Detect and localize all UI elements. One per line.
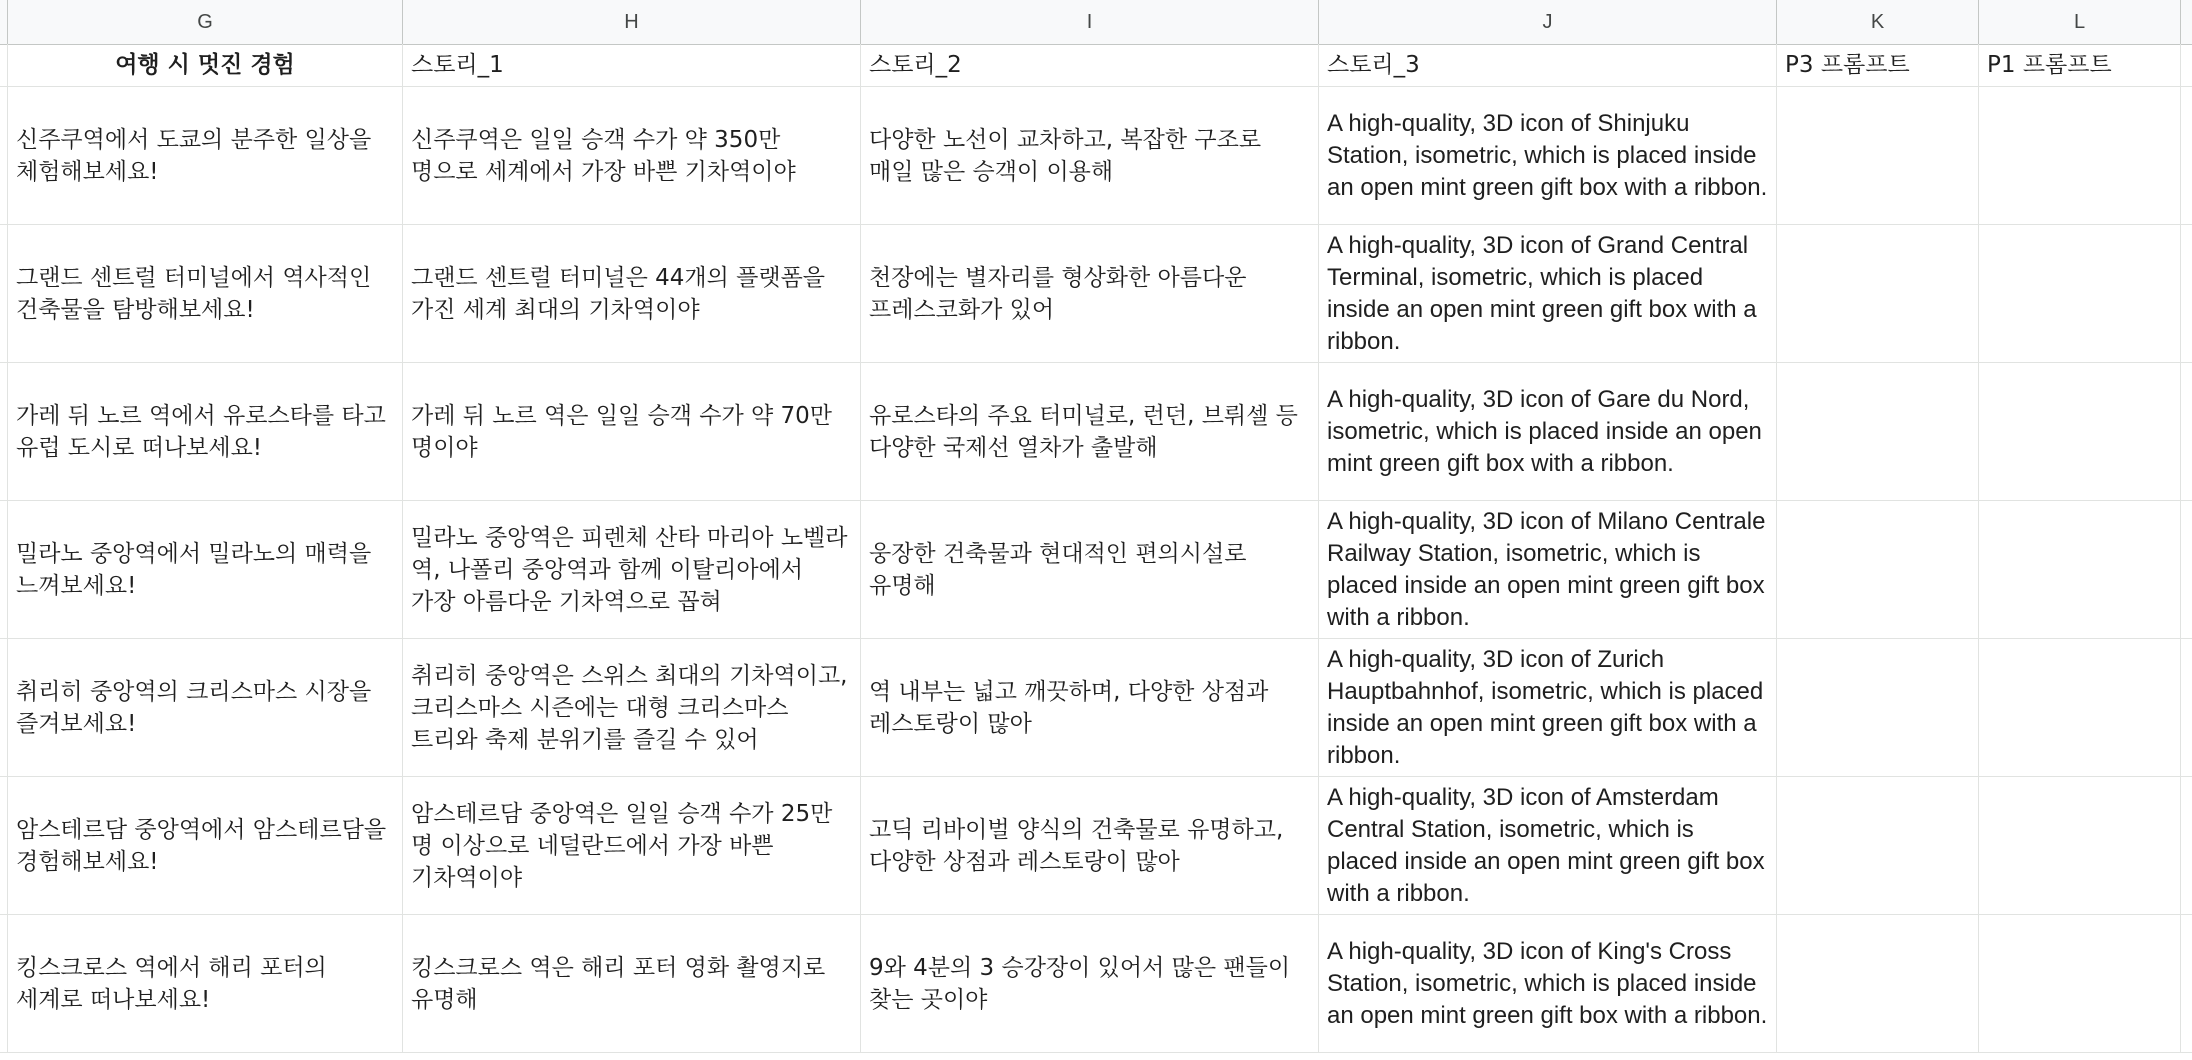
row-stub (0, 915, 8, 1052)
cell-story-1[interactable]: 가레 뒤 노르 역은 일일 승객 수가 약 70만 명이야 (403, 363, 861, 500)
cell-p1-prompt[interactable] (1979, 225, 2181, 362)
cell-p1-prompt[interactable] (1979, 777, 2181, 914)
row-stub (0, 639, 8, 776)
column-header-stub (0, 0, 8, 44)
column-header-j[interactable]: J (1319, 0, 1777, 44)
column-header-row (0, 0, 2192, 45)
cell-story-2[interactable]: 천장에는 별자리를 형상화한 아름다운 프레스코화가 있어 (861, 225, 1319, 362)
row-stub (0, 363, 8, 500)
cell-story-1[interactable]: 킹스크로스 역은 해리 포터 영화 촬영지로 유명해 (403, 915, 861, 1052)
header-cell-p1-prompt[interactable]: P1 프롬프트 (1979, 44, 2181, 86)
cell-p3-prompt[interactable] (1777, 777, 1979, 914)
cell-experience[interactable]: 그랜드 센트럴 터미널에서 역사적인 건축물을 탐방해보세요! (8, 225, 403, 362)
column-header-h[interactable]: H (403, 0, 861, 44)
cell-experience[interactable]: 킹스크로스 역에서 해리 포터의 세계로 떠나보세요! (8, 915, 403, 1052)
row-stub (0, 777, 8, 914)
cell-p1-prompt[interactable] (1979, 87, 2181, 224)
cell-experience[interactable]: 가레 뒤 노르 역에서 유로스타를 타고 유럽 도시로 떠나보세요! (8, 363, 403, 500)
cell-story-2[interactable]: 웅장한 건축물과 현대적인 편의시설로 유명해 (861, 501, 1319, 638)
cell-story-1[interactable]: 취리히 중앙역은 스위스 최대의 기차역이고, 크리스마스 시즌에는 대형 크리스마스 트리와 축제 분위기를 즐길 수 있어 (403, 639, 861, 776)
column-header-g[interactable]: G (8, 0, 403, 44)
cell-story-1[interactable]: 밀라노 중앙역은 피렌체 산타 마리아 노벨라 역, 나폴리 중앙역과 함께 이탈리아에서 가장 아름다운 기차역으로 꼽혀 (403, 501, 861, 638)
cell-experience[interactable]: 신주쿠역에서 도쿄의 분주한 일상을 체험해보세요! (8, 87, 403, 224)
column-header-i[interactable]: I (861, 0, 1319, 44)
cell-p1-prompt[interactable] (1979, 915, 2181, 1052)
cell-story-3[interactable]: A high-quality, 3D icon of Grand Central Terminal, isometric, which is placed inside an open mint green gift box with a ribbon. (1319, 225, 1777, 362)
header-cell-story-1[interactable]: 스토리_1 (403, 44, 861, 86)
cell-p3-prompt[interactable] (1777, 915, 1979, 1052)
cell-story-3[interactable]: A high-quality, 3D icon of Amsterdam Central Station, isometric, which is placed inside an open mint green gift box with a ribbon. (1319, 777, 1777, 914)
cell-story-2[interactable]: 역 내부는 넓고 깨끗하며, 다양한 상점과 레스토랑이 많아 (861, 639, 1319, 776)
cell-story-2[interactable]: 9와 4분의 3 승강장이 있어서 많은 팬들이 찾는 곳이야 (861, 915, 1319, 1052)
table-row (0, 225, 2192, 363)
row-stub (0, 44, 8, 86)
cell-story-3[interactable]: A high-quality, 3D icon of Zurich Hauptbahnhof, isometric, which is placed inside an open mint green gift box with a ribbon. (1319, 639, 1777, 776)
header-row (0, 44, 2192, 87)
cell-p1-prompt[interactable] (1979, 639, 2181, 776)
table-row (0, 777, 2192, 915)
cell-story-3[interactable]: A high-quality, 3D icon of King's Cross Station, isometric, which is placed inside an open mint green gift box with a ribbon. (1319, 915, 1777, 1052)
cell-p3-prompt[interactable] (1777, 225, 1979, 362)
column-header-l[interactable]: L (1979, 0, 2181, 44)
cell-story-2[interactable]: 유로스타의 주요 터미널로, 런던, 브뤼셀 등 다양한 국제선 열차가 출발해 (861, 363, 1319, 500)
cell-p3-prompt[interactable] (1777, 87, 1979, 224)
cell-story-3[interactable]: A high-quality, 3D icon of Shinjuku Station, isometric, which is placed inside an open mint green gift box with a ribbon. (1319, 87, 1777, 224)
cell-story-1[interactable]: 그랜드 센트럴 터미널은 44개의 플랫폼을 가진 세계 최대의 기차역이야 (403, 225, 861, 362)
cell-experience[interactable]: 취리히 중앙역의 크리스마스 시장을 즐겨보세요! (8, 639, 403, 776)
cell-p1-prompt[interactable] (1979, 501, 2181, 638)
table-row (0, 363, 2192, 501)
cell-p1-prompt[interactable] (1979, 363, 2181, 500)
cell-story-2[interactable]: 고딕 리바이벌 양식의 건축물로 유명하고, 다양한 상점과 레스토랑이 많아 (861, 777, 1319, 914)
header-cell-p3-prompt[interactable]: P3 프롬프트 (1777, 44, 1979, 86)
row-stub (0, 87, 8, 224)
cell-story-2[interactable]: 다양한 노선이 교차하고, 복잡한 구조로 매일 많은 승객이 이용해 (861, 87, 1319, 224)
row-stub (0, 225, 8, 362)
table-row (0, 501, 2192, 639)
cell-p3-prompt[interactable] (1777, 363, 1979, 500)
table-row (0, 915, 2192, 1053)
cell-story-3[interactable]: A high-quality, 3D icon of Milano Centrale Railway Station, isometric, which is placed inside an open mint green gift box with a ribbon. (1319, 501, 1777, 638)
cell-p3-prompt[interactable] (1777, 639, 1979, 776)
column-header-k[interactable]: K (1777, 0, 1979, 44)
cell-p3-prompt[interactable] (1777, 501, 1979, 638)
cell-story-3[interactable]: A high-quality, 3D icon of Gare du Nord, isometric, which is placed inside an open mint green gift box with a ribbon. (1319, 363, 1777, 500)
header-cell-story-3[interactable]: 스토리_3 (1319, 44, 1777, 86)
cell-story-1[interactable]: 신주쿠역은 일일 승객 수가 약 350만 명으로 세계에서 가장 바쁜 기차역이야 (403, 87, 861, 224)
cell-experience[interactable]: 밀라노 중앙역에서 밀라노의 매력을 느껴보세요! (8, 501, 403, 638)
header-cell-story-2[interactable]: 스토리_2 (861, 44, 1319, 86)
cell-experience[interactable]: 암스테르담 중앙역에서 암스테르담을 경험해보세요! (8, 777, 403, 914)
row-stub (0, 501, 8, 638)
header-cell-experience[interactable]: 여행 시 멋진 경험 (8, 44, 403, 86)
table-row (0, 87, 2192, 225)
cell-story-1[interactable]: 암스테르담 중앙역은 일일 승객 수가 25만 명 이상으로 네덜란드에서 가장 바쁜 기차역이야 (403, 777, 861, 914)
table-row (0, 639, 2192, 777)
